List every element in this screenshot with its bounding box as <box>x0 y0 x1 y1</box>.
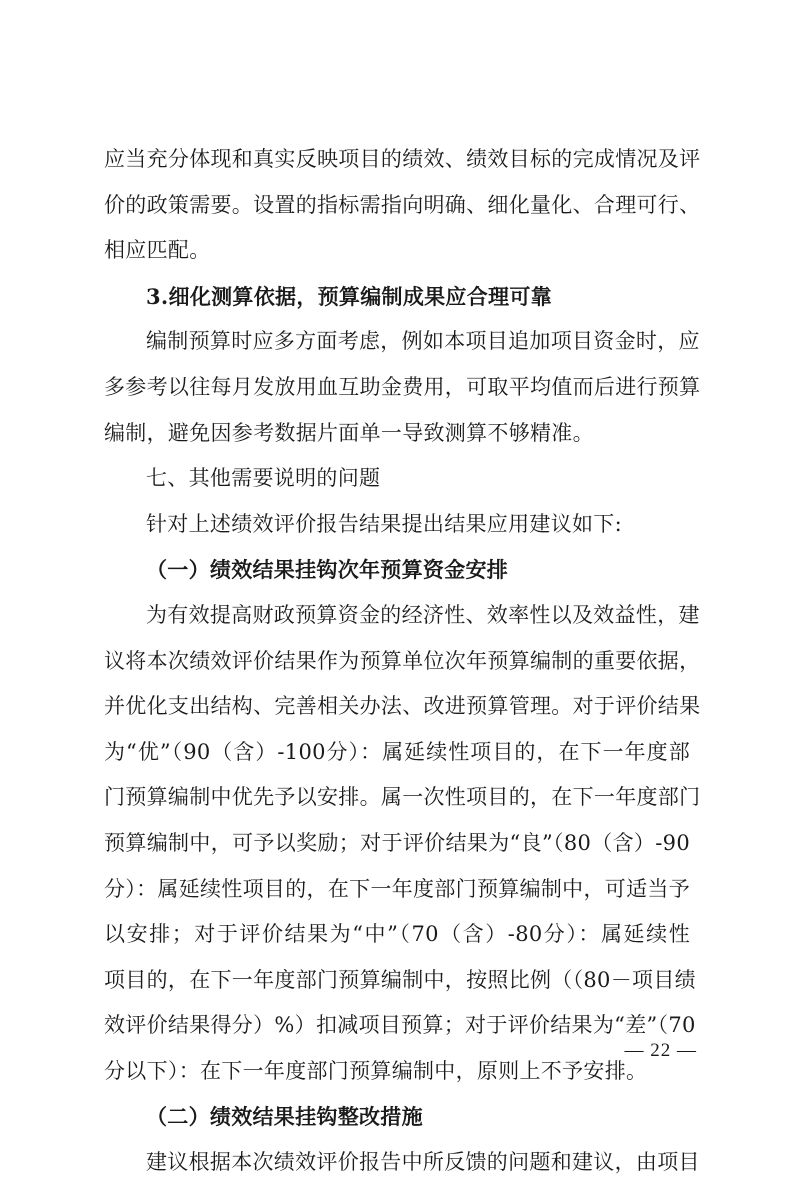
paragraph-line: 项目的，在下一年度部门预算编制中，按照比例（（80－项目绩 <box>104 967 696 992</box>
paragraph-line: 为“优”（90（含）-100分）：属延续性项目的，在下一年度部 <box>104 739 690 764</box>
paragraph-line: 预算编制中，可予以奖励；对于评价结果为“良”（80（含）-90 <box>104 830 690 855</box>
paragraph-line: 编制，避免因参考数据片面单一导致测算不够精准。 <box>104 420 594 445</box>
paragraph-line: 应当充分体现和真实反映项目的绩效、绩效目标的完成情况及评 <box>104 147 701 171</box>
paragraph-line: 编制预算时应多方面考虑，例如本项目追加项目资金时，应 <box>146 329 700 354</box>
paragraph-line: 以安排；对于评价结果为“中”（70（含）-80分）：属延续性 <box>104 922 690 947</box>
paragraph-line: 议将本次绩效评价结果作为预算单位次年预算编制的重要依据， <box>104 648 701 673</box>
body-text <box>104 137 701 1186</box>
paragraph-line: 针对上述绩效评价报告结果提出结果应用建议如下: <box>146 511 622 536</box>
paragraph-line: 为有效提高财政预算资金的经济性、效率性以及效益性，建 <box>146 602 700 627</box>
paragraph-line: 效评价结果得分）%）扣减项目预算；对于评价结果为“差”（70 <box>104 1013 696 1038</box>
page-number: — 22 — <box>624 1040 697 1061</box>
paragraph-line: 价的政策需要。设置的指标需指向明确、细化量化、合理可行、 <box>104 192 701 217</box>
chapter-heading: 七、其他需要说明的问题 <box>146 466 381 491</box>
section-heading: 3.细化测算依据，预算编制成果应合理可靠 <box>146 283 552 309</box>
subsection-heading: （二）绩效结果挂钩整改措施 <box>146 1104 423 1130</box>
paragraph-line: 多参考以往每月发放用血互助金费用，可取平均值而后进行预算 <box>104 374 701 399</box>
paragraph-line: 分）：属延续性项目的，在下一年度部门预算编制中，可适当予 <box>104 876 690 901</box>
paragraph-line: 分以下）：在下一年度部门预算编制中，原则上不予安排。 <box>104 1058 648 1083</box>
paragraph-line: 相应匹配。 <box>104 238 211 263</box>
paragraph-line: 建议根据本次绩效评价报告中所反馈的问题和建议，由项目 <box>146 1150 700 1175</box>
paragraph-line: 并优化支出结构、完善相关办法、改进预算管理。对于评价结果 <box>104 694 701 719</box>
subsection-heading: （一）绩效结果挂钩次年预算资金安排 <box>146 557 509 583</box>
paragraph-line: 门预算编制中优先予以安排。属一次性项目的，在下一年度部门 <box>104 785 701 810</box>
